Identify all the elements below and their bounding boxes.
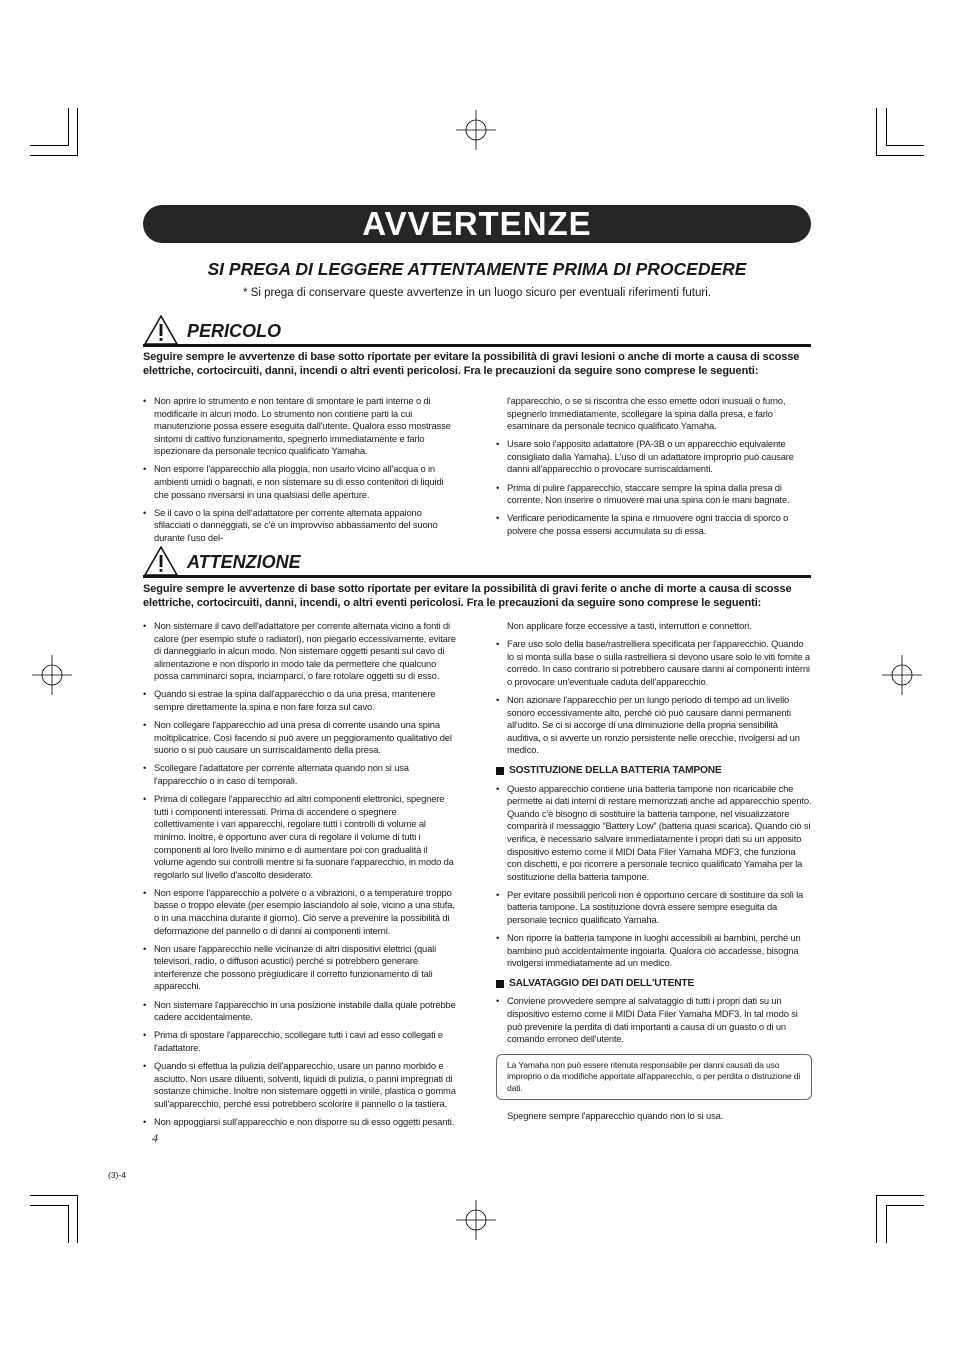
- attenzione-right-column: [496, 620, 812, 1128]
- square-bullet-icon: [496, 767, 504, 775]
- pericolo-header: [143, 314, 811, 344]
- list-item: • Se il cavo o la spina dell'adattatore per corrente alternata appaiono sfilacciati o danneggiati, se c'è un improvviso abbassamento del suono durante l'uso del-: [143, 507, 459, 545]
- list-item: • Non riporre la batteria tampone in luoghi accessibili ai bambini, perché un bambino può accidentalmente ingoiarla. Qualora ciò accadesse, bisogna rivolgersi immediatamente ad un medico.: [496, 932, 812, 970]
- crop-mark: [886, 1205, 887, 1243]
- list-item: • Verificare periodicamente la spina e rimuovere ogni traccia di sporco o polvere che possa essersi accumulata su di essa.: [496, 512, 812, 537]
- crop-mark: [68, 1205, 69, 1243]
- crop-mark: [876, 108, 877, 156]
- list-item: • Non usare l'apparecchio nelle vicinanze di altri dispositivi elettrici (quali televisori, radio, o diffusori acustici) perché si potrebbero generare interferenze che possono pregiudicare il corretto funzionamento di tali apparecchi.: [143, 943, 459, 993]
- attenzione-intro: Seguire sempre le avvertenze di base sotto riportate per evitare la possibilità di gravi ferite o anche di morte a causa di scosse elettriche, cortocircuiti, danni, incendi, o altri eventi pericolosi. Fra le precauzioni da seguire sono comprese le seguenti:: [143, 583, 792, 609]
- crop-mark: [886, 1205, 924, 1206]
- square-bullet-icon: [496, 980, 504, 988]
- list-item: • Fare uso solo della base/rastrelliera specificata per l'apparecchio. Quando lo si monta sulla base o sulla rastrelliera si devono usare solo le viti fornite a corredo. In caso contrario si potrebbero causare danni ai componenti interni o provocare un'eventuale caduta dell'apparecchio.: [496, 638, 812, 688]
- list-item: • Non sistemare l'apparecchio in una posizione instabile dalla quale potrebbe cadere accidentalmente.: [143, 999, 459, 1024]
- backup-heading: [496, 978, 812, 991]
- list-item: • Prima di collegare l'apparecchio ad altri componenti elettronici, spegnere tutti i componenti interessati. Prima di accendere o spegnere collettivamente i vari apparecchi, regolare tutti i controlli di volume al minimo. Inoltre, è opportuno aver cura di regolare il volume di tutti i componenti al loro livello minimo e di aumentare poi con gradualità il volume agendo sui controlli mentre si fa suonare l'apparecchio, in modo da regolarlo sul livello d'ascolto desiderato.: [143, 793, 459, 881]
- list-item: • Quando si estrae la spina dall'apparecchio o da una presa, mantenere sempre direttamente la spina e non fare forza sul cavo.: [143, 688, 459, 713]
- page-number: 4: [152, 1131, 158, 1145]
- crop-mark: [876, 155, 924, 156]
- crop-mark: [30, 1195, 78, 1196]
- battery-heading: [496, 765, 812, 778]
- list-item: • Per evitare possibili pericoli non è opportuno cercare di sostituire da soli la batteria tampone. La sostituzione dovrà essere sempre eseguita da personale tecnico qualificato Yamaha.: [496, 889, 812, 927]
- list-item: • Quando si effettua la pulizia dell'apparecchio, usare un panno morbido e asciutto. Non usare diluenti, solventi, liquidi di pulizia, o panni impregnati di sostanze chimiche. Inoltre non sistemare oggetti in vinile, plastica o gomma sull'apparecchio, perché essi potrebbero scolorire il pannello o la tastiera.: [143, 1060, 459, 1110]
- list-item: • Non esporre l'apparecchio alla pioggia, non usarlo vicino all'acqua o in ambienti umidi o bagnati, e non sistemare su di esso contenitori di liquidi che possano riversarsi in una qualsiasi delle aperture.: [143, 463, 459, 501]
- registration-mark-icon: [882, 655, 922, 695]
- pericolo-intro: Seguire sempre le avvertenze di base sotto riportate per evitare la possibilità di gravi lesioni o anche di morte a causa di scosse elettriche, cortocircuiti, danni, incendi o altri eventi pericolosi. Fra le precauzioni da seguire sono comprese le seguenti:: [143, 351, 800, 377]
- page-title: AVVERTENZE: [362, 205, 592, 242]
- crop-mark: [30, 1205, 68, 1206]
- crop-mark: [886, 145, 924, 146]
- list-item: • Non collegare l'apparecchio ad una presa di corrente usando una spina moltiplicatrice. Così facendo si può avere un peggioramento qualitativo del suono o si può causare un surriscaldamento della presa.: [143, 719, 459, 757]
- backup-heading-label: SALVATAGGIO DEI DATI DELL'UTENTE: [509, 977, 695, 989]
- attenzione-title: ATTENZIONE: [187, 552, 301, 572]
- list-item: • Non appoggiarsi sull'apparecchio e non disporre su di esso oggetti pesanti.: [143, 1116, 459, 1129]
- page-code: (3)-4: [108, 1170, 126, 1180]
- list-item: • Conviene provvedere sempre al salvataggio di tutti i propri dati su un dispositivo esterno come il MIDI Data Filer Yamaha MDF3. In tal modo si può prevenire la perdita di dati importanti a causa di un guasto o di un comando erroneo dell'utente.: [496, 995, 812, 1045]
- registration-mark-icon: [456, 110, 496, 150]
- disclaimer-box: La Yamaha non può essere ritenuta responsabile per danni causati da uso improprio o da modifiche apportate all'apparecchio, o per perdita o distruzione di dati.: [496, 1054, 812, 1101]
- crop-mark: [30, 155, 78, 156]
- list-item-continuation: l'apparecchio, o se si riscontra che esso emette odori inusuali o fumo, spegnerlo immediatamente, scollegare la spina dalla presa, e farlo esaminare da personale tecnico qualificato Yamaha.: [507, 395, 786, 432]
- list-item: • Non sistemare il cavo dell'adattatore per corrente alternata vicino a fonti di calore (per esempio stufe o radiatori), non piegarlo eccessivamente, evitare di danneggiarlo in alcun modo. Non sistemare oggetti pesanti sul cavo di alimentazione e non disporlo in modo tale da permettere che qualcuno possa camminarci sopra, inciamparci, o fare rotolare oggetti su di esso.: [143, 620, 459, 683]
- crop-mark: [68, 108, 69, 146]
- warning-triangle-icon: [143, 314, 179, 346]
- list-item: • Prima di spostare l'apparecchio, scollegare tutti i cavi ad esso collegati e l'adattatore.: [143, 1029, 459, 1054]
- list-item: • Non esporre l'apparecchio a polvere o a vibrazioni, o a temperature troppo basse o troppo elevate (per esempio lasciandolo al sole, vicino a una stufa, o in una macchina durante il giorno). Ciò serve a prevenire la possibilità di deformazione del pannello o di danni ai componenti interni.: [143, 887, 459, 937]
- pericolo-left-column: [143, 395, 459, 550]
- list-item: • Non azionare l'apparecchio per un lungo periodo di tempo ad un livello sonoro eccessivamente alto, perché ciò può causare danni permanenti all'udito. Se ci si accorge di una diminuzione della propria sensibilità auditiva, o si avverte un ronzio persistente nelle orecchie, rivolgersi ad un medico.: [496, 694, 812, 757]
- subtitle: SI PREGA DI LEGGERE ATTENTAMENTE PRIMA DI PROCEDERE: [207, 259, 747, 279]
- list-item: • Prima di pulire l'apparecchio, staccare sempre la spina dalla presa di corrente. Non inserire o rimuovere mai una spina con le mani bagnate.: [496, 482, 812, 507]
- attenzione-header: [143, 545, 811, 575]
- list-item: • Non aprire lo strumento e non tentare di smontare le parti interne o di modificarle in alcun modo. Lo strumento non contiene parti la cui manutenzione possa essere eseguita dall'utente. Qualora esso mostrasse sintomi di cattivo funzionamento, spegnerlo immediatamente e farlo ispezionare da personale tecnico qualificato Yamaha.: [143, 395, 459, 458]
- title-banner: [143, 205, 811, 243]
- crop-mark: [886, 108, 887, 146]
- attenzione-left-column: [143, 620, 459, 1134]
- crop-mark: [30, 145, 68, 146]
- list-item: • Scollegare l'adattatore per corrente alternata quando non si usa l'apparecchio o in caso di temporali.: [143, 762, 459, 787]
- storage-note: * Si prega di conservare queste avvertenze in un luogo sicuro per eventuali riferimenti futuri.: [243, 287, 711, 299]
- list-item-continuation: Non applicare forze eccessive a tasti, interruttori e connettori.: [507, 620, 752, 631]
- final-note: Spegnere sempre l'apparecchio quando non lo si usa.: [507, 1110, 724, 1122]
- crop-mark: [77, 108, 78, 156]
- section-divider: [143, 344, 811, 347]
- registration-mark-icon: [456, 1200, 496, 1240]
- pericolo-title: PERICOLO: [187, 321, 282, 341]
- crop-mark: [876, 1195, 877, 1243]
- registration-mark-icon: [32, 655, 72, 695]
- list-item: • Usare solo l'apposito adattatore (PA-3B o un apparecchio equivalente consigliato dalla Yamaha). L'uso di un adattatore improprio può causare danni all'apparecchio o provocare surriscaldamenti.: [496, 438, 812, 476]
- warning-triangle-icon: [143, 545, 179, 577]
- section-divider: [143, 575, 811, 578]
- crop-mark: [876, 1195, 924, 1196]
- battery-heading-label: SOSTITUZIONE DELLA BATTERIA TAMPONE: [509, 764, 722, 776]
- list-item: • Questo apparecchio contiene una batteria tampone non ricaricabile che permette ai dati interni di restare memorizzati anche ad apparecchio spento. Quando c'è bisogno di sostituire la batteria tampone, nel visualizzatore comparirà il messaggio “Battery Low” (batteria quasi scarica). Quando ciò si verifica, è necessario salvare immediatamente i propri dati su un apposito dispositivo esterno come il MIDI Data Filer Yamaha MDF3, che funziona con dischetti, e poi ricorrere a personale tecnico qualificato Yamaha per la sostituzione della batteria tampone.: [496, 783, 812, 884]
- pericolo-right-column: [496, 395, 812, 543]
- crop-mark: [77, 1195, 78, 1243]
